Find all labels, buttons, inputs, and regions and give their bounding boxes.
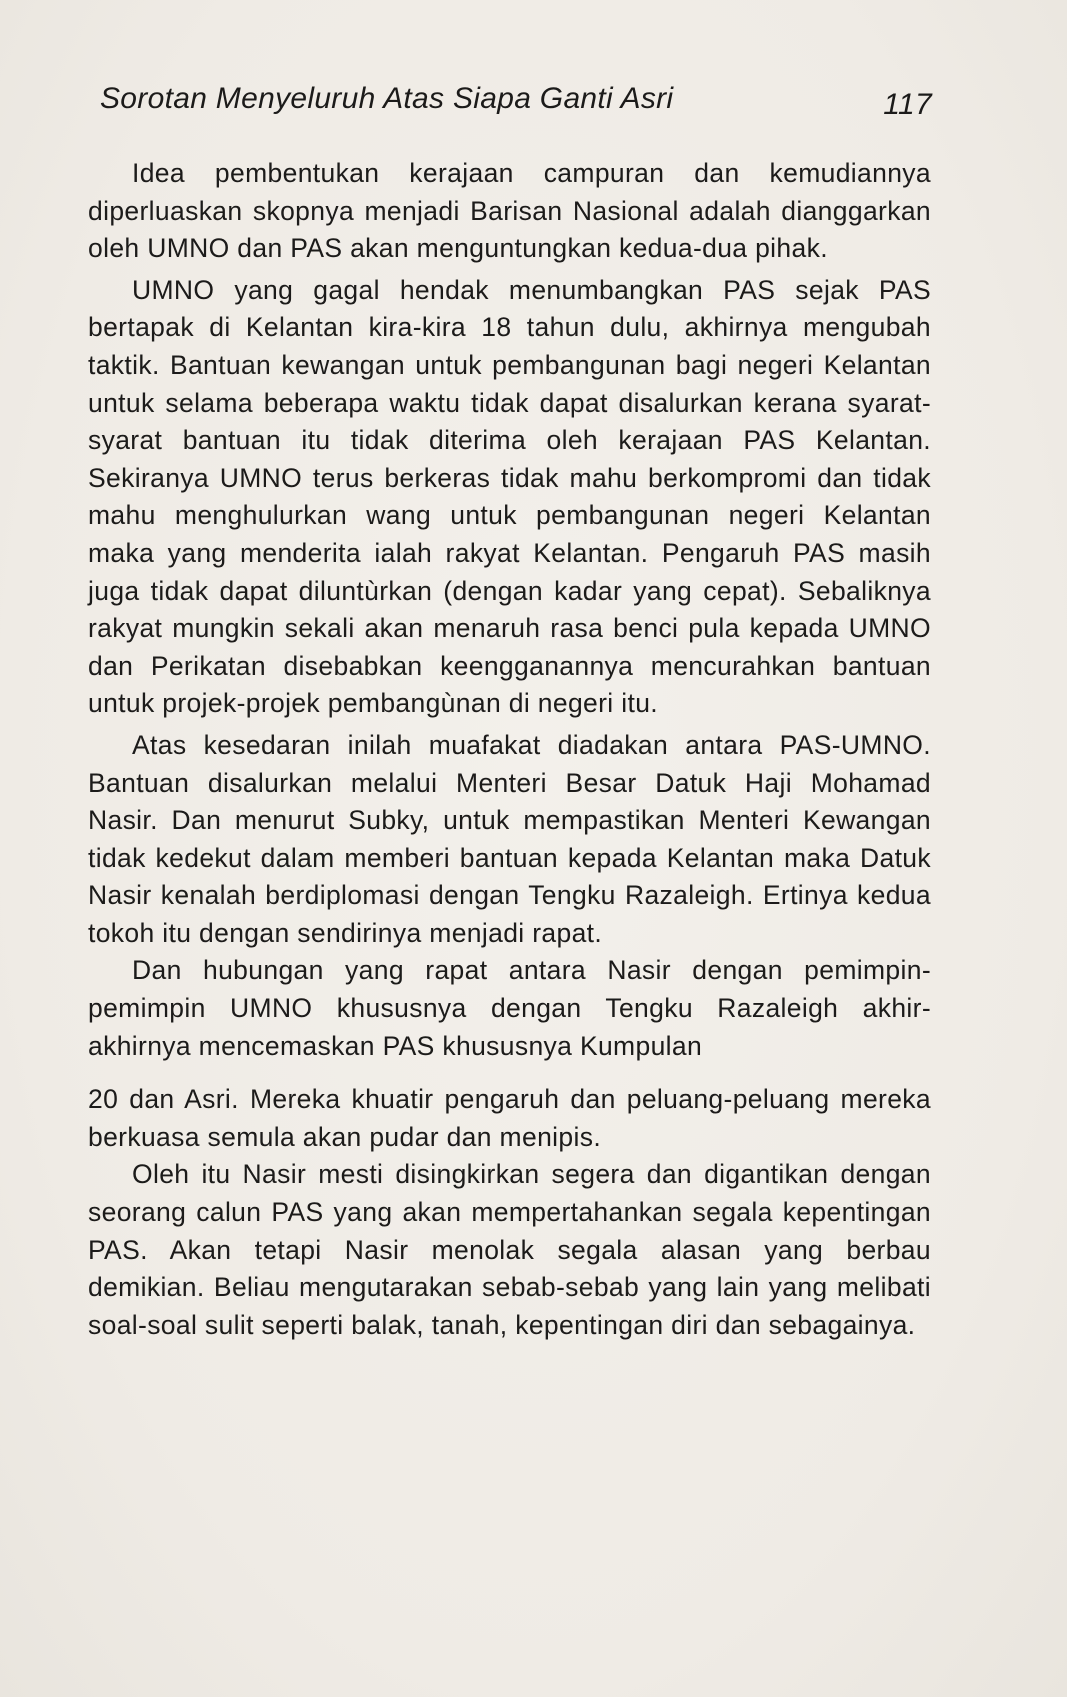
chapter-title: Sorotan Menyeluruh Atas Siapa Ganti Asri <box>100 82 674 115</box>
body-text <box>88 155 931 1344</box>
paragraph-5: Oleh itu Nasir mesti disingkirkan segera dan digantikan dengan seorang calun PAS yang akan mempertahankan segala kepentingan PAS. Akan tetapi Nasir menolak segala alasan yang berbau demikian. Beliau mengutarakan sebab-sebab yang lain yang melibati soal-soal sulit seperti balak, tanah, kepentingan diri dan sebagainya. <box>88 1159 931 1340</box>
paragraph-1: Idea pembentukan kerajaan campuran dan kemudiannya diperluaskan skopnya menjadi Barisan Nasional adalah dianggarkan oleh UMNO dan PAS akan menguntungkan kedua-dua pihak. <box>88 158 931 264</box>
running-header <box>100 82 932 122</box>
page-number: 117 <box>883 88 932 121</box>
paragraph-4-continued: 20 dan Asri. Mereka khuatir pengaruh dan peluang-peluang mereka berkuasa semula akan pudar dan menipis. <box>88 1084 931 1152</box>
paragraph-3: Atas kesedaran inilah muafakat diadakan antara PAS-UMNO. Bantuan disalurkan melalui Menteri Besar Datuk Haji Mohamad Nasir. Dan menurut Subky, untuk mempastikan Menteri Kewangan tidak kedekut dalam memberi bantuan kepada Kelantan maka Datuk Nasir kenalah berdiplomasi dengan Tengku Razaleigh. Ertinya kedua tokoh itu dengan sendirinya menjadi rapat. <box>88 729 931 948</box>
paragraph-4: Dan hubungan yang rapat antara Nasir dengan pemimpin-pemimpin UMNO khususnya dengan Tengku Razaleigh akhir-akhirnya mencemaskan PAS khususnya Kumpulan <box>88 955 931 1061</box>
paragraph-2: UMNO yang gagal hendak menumbangkan PAS sejak PAS bertapak di Kelantan kira-kira 18 tahun dulu, akhirnya mengubah taktik. Bantuan kewangan untuk pembangunan bagi negeri Kelantan untuk selama beberapa waktu tidak dapat disalurkan kerana syarat-syarat bantuan itu tidak diterima oleh kerajaan PAS Kelantan. Sekiranya UMNO terus berkeras tidak mahu berkompromi dan tidak mahu menghulurkan wang untuk pembangunan negeri Kelantan maka yang menderita ialah rakyat Kelantan. Pengaruh PAS masih juga tidak dapat diluntùrkan (dengan kadar yang cepat). Sebaliknya rakyat mungkin sekali akan menaruh rasa benci pula kepada UMNO dan Perikatan disebabkan keengganannya mencurahkan bantuan untuk projek-projek pembangùnan di negeri itu. <box>88 274 931 719</box>
